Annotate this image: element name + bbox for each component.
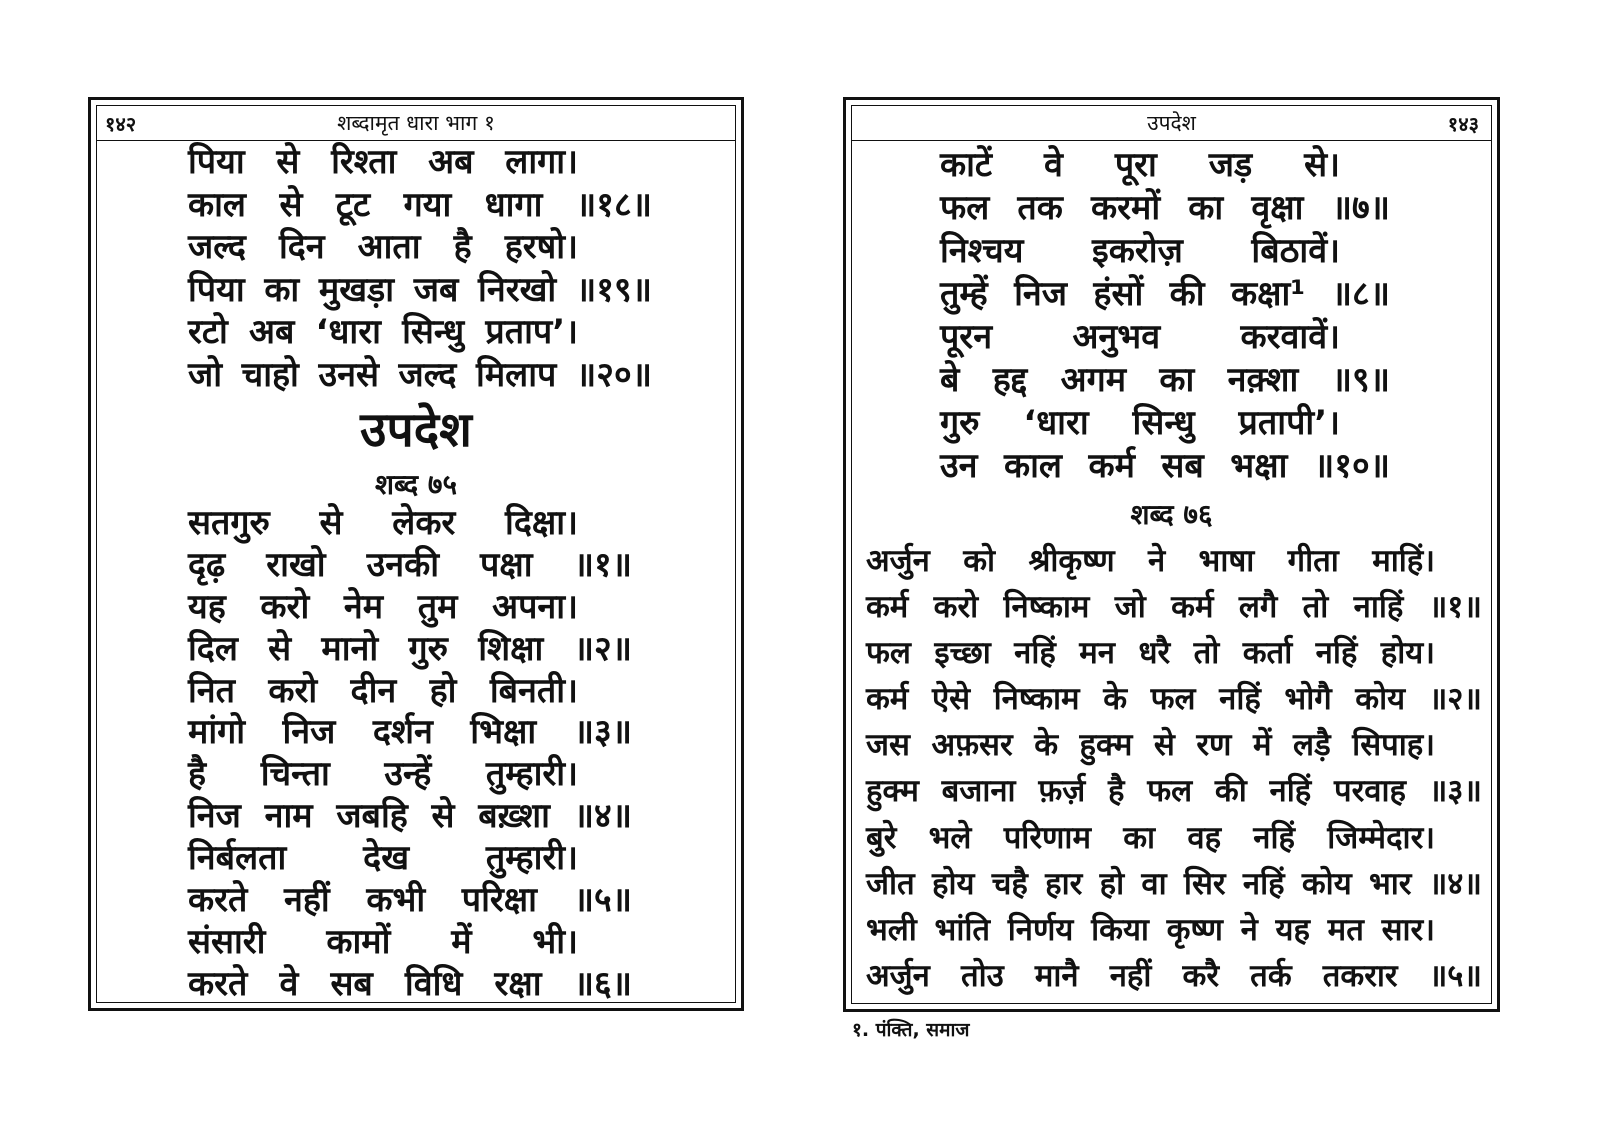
doha-line: अर्जुन तोउ मानै नहीं करै तर्क तकरार ॥५॥ bbox=[866, 957, 1482, 994]
doha-block bbox=[866, 538, 1482, 999]
doha-line: हुक्म बजाना फ़र्ज़ है फल की नहिं परवाह ॥३॥ bbox=[866, 773, 1482, 810]
verse-line: रटो अब ‘धारा सिन्धु प्रताप’। bbox=[188, 312, 578, 353]
doha-line: जस अफ़सर के हुक्म से रण में लड़ै सिपाह। bbox=[866, 727, 1435, 764]
verse-block bbox=[188, 141, 652, 397]
running-title: शब्दामृत धारा भाग १ bbox=[337, 111, 495, 135]
verse-line: दिल से मानो गुरु शिक्षा ॥२॥ bbox=[188, 628, 632, 669]
right-page bbox=[843, 97, 1500, 1012]
doha-line: बुरे भले परिणाम का वह नहिं जिम्मेदार। bbox=[866, 819, 1435, 856]
footnote: १. पंक्ति, समाज bbox=[852, 1019, 970, 1041]
page-number: १४२ bbox=[105, 112, 137, 136]
verse-line: करते नहीं कभी परिक्षा ॥५॥ bbox=[188, 880, 632, 921]
doha-line: कर्म करो निष्काम जो कर्म लगै तो नाहिं ॥१॥ bbox=[866, 589, 1482, 626]
shabd-number-label: शब्द ७६ bbox=[1130, 498, 1213, 531]
running-title: उपदेश bbox=[1147, 111, 1196, 135]
verse-line: फल तक करमों का वृक्षा ॥७॥ bbox=[940, 187, 1390, 228]
verse-line: बे हद्द अगम का नक़्शा ॥९॥ bbox=[940, 359, 1390, 400]
doha-line: जीत होय चहै हार हो वा सिर नहिं कोय भार ॥४॥ bbox=[866, 865, 1482, 902]
verse-line: यह करो नेम तुम अपना। bbox=[188, 586, 578, 627]
verse-line: करते वे सब विधि रक्षा ॥६॥ bbox=[188, 963, 632, 1004]
verse-block bbox=[940, 144, 1390, 489]
verse-block bbox=[188, 503, 632, 1006]
verse-line: दृढ़ राखो उनकी पक्षा ॥१॥ bbox=[188, 544, 632, 585]
verse-line: संसारी कामों में भी। bbox=[188, 921, 578, 962]
verse-line: काटें वे पूरा जड़ से। bbox=[940, 144, 1340, 185]
doha-line: भली भांति निर्णय किया कृष्ण ने यह मत सार। bbox=[866, 911, 1435, 948]
header-rule bbox=[851, 140, 1492, 141]
verse-line: है चिन्ता उन्हें तुम्हारी। bbox=[188, 754, 578, 795]
verse-line: तुम्हें निज हंसों की कक्षा¹ ॥८॥ bbox=[940, 273, 1390, 314]
doha-line: फल इच्छा नहिं मन धरै तो कर्ता नहिं होय। bbox=[866, 635, 1435, 672]
verse-line: नित करो दीन हो बिनती। bbox=[188, 670, 578, 711]
verse-line: काल से टूट गया धागा ॥१८॥ bbox=[188, 184, 652, 225]
shabd-number-label: शब्द ७५ bbox=[374, 468, 458, 501]
left-page bbox=[88, 97, 744, 1011]
section-heading: उपदेश bbox=[360, 402, 472, 458]
verse-line: पिया का मुखड़ा जब निरखो ॥१९॥ bbox=[188, 269, 652, 310]
page-number: १४३ bbox=[1447, 112, 1479, 136]
verse-line: निश्चय इकरोज़ बिठावें। bbox=[940, 230, 1340, 271]
verse-line: निर्बलता देख तुम्हारी। bbox=[188, 838, 578, 879]
verse-line: गुरु ‘धारा सिन्धु प्रतापी’। bbox=[940, 403, 1340, 444]
verse-line: जो चाहो उनसे जल्द मिलाप ॥२०॥ bbox=[188, 354, 652, 395]
verse-line: निज नाम जबहि से बख़्शा ॥४॥ bbox=[188, 796, 632, 837]
doha-line: अर्जुन को श्रीकृष्ण ने भाषा गीता माहिं। bbox=[866, 543, 1435, 579]
verse-line: सतगुरु से लेकर दिक्षा। bbox=[188, 503, 578, 543]
verse-line: जल्द दिन आता है हरषो। bbox=[188, 227, 578, 268]
doha-line: कर्म ऐसे निष्काम के फल नहिं भोगै कोय ॥२॥ bbox=[866, 681, 1482, 718]
verse-line: मांगो निज दर्शन भिक्षा ॥३॥ bbox=[188, 712, 632, 753]
verse-line: पिया से रिश्ता अब लागा। bbox=[188, 142, 578, 182]
verse-line: उन काल कर्म सब भक्षा ॥१०॥ bbox=[940, 446, 1390, 487]
verse-line: पूरन अनुभव करवावें। bbox=[940, 316, 1340, 357]
